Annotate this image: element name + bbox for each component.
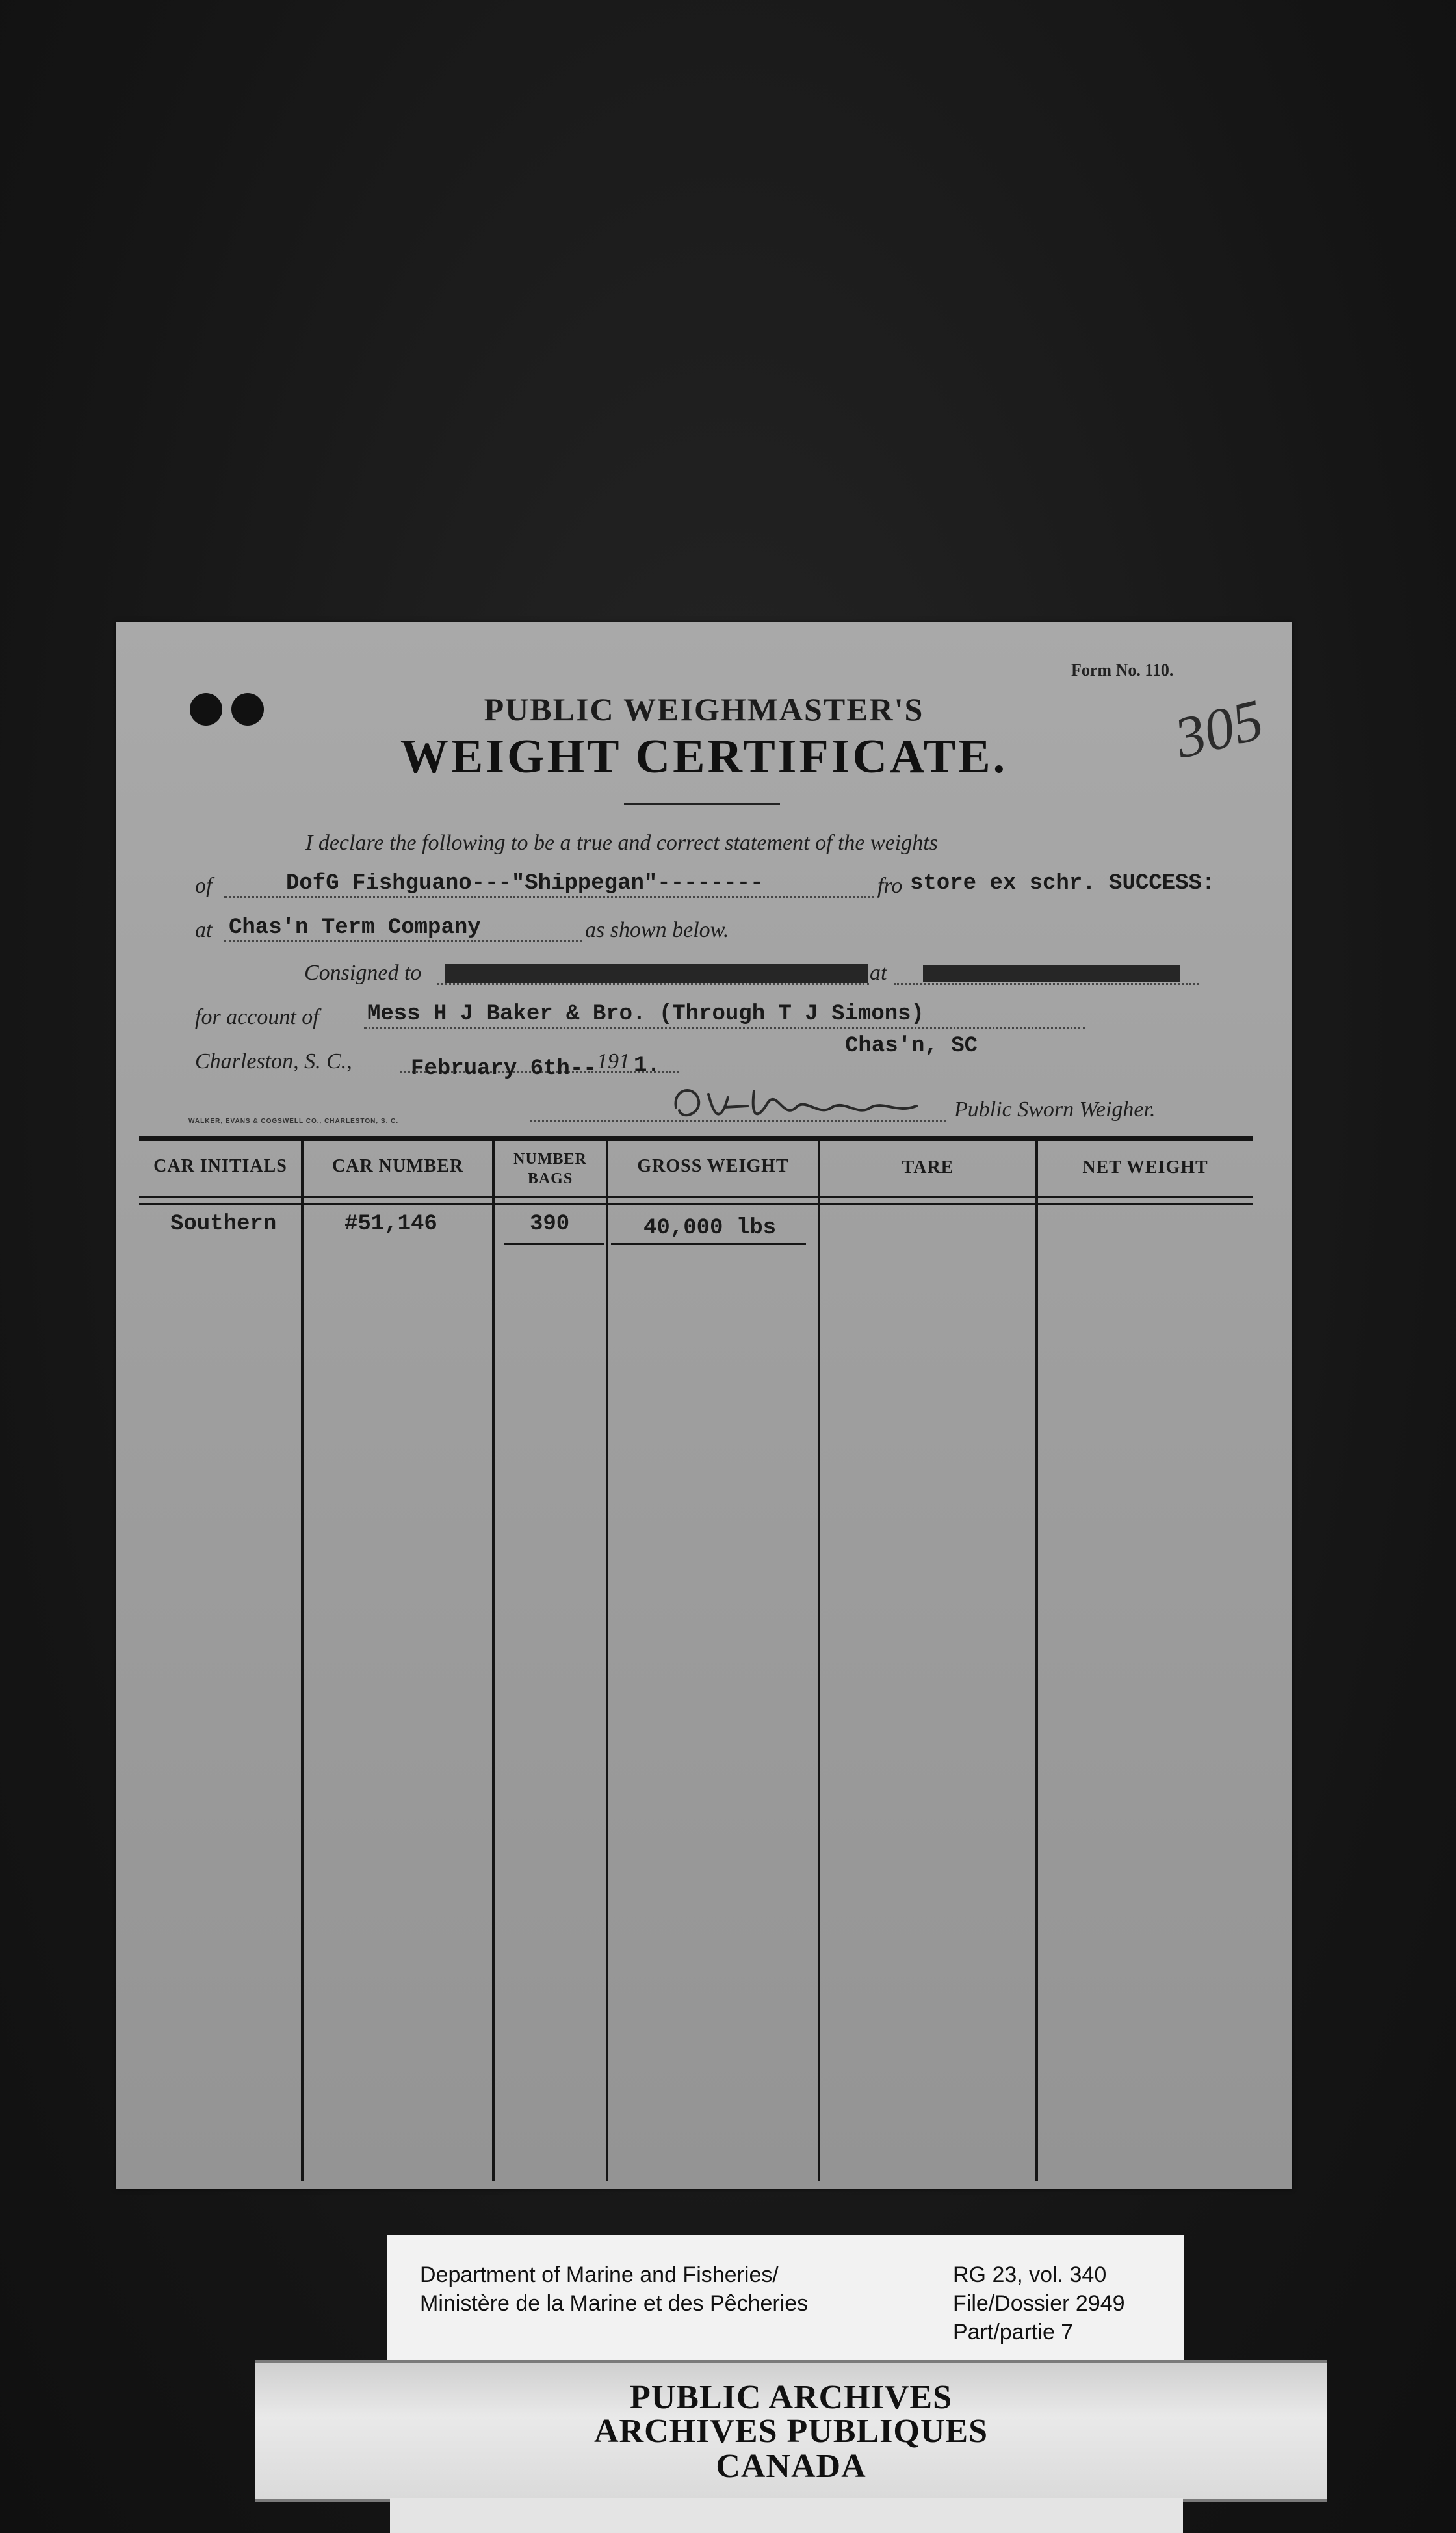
struck-consignee-place	[923, 965, 1180, 982]
certificate-title-line2: WEIGHT CERTIFICATE.	[400, 730, 1008, 783]
dept-fr: Ministère de la Marine et des Pêcheries	[420, 2291, 809, 2316]
archive-stamp-line3: CANADA	[716, 2448, 866, 2485]
year-value: 1.	[634, 1053, 660, 1078]
account-place: Chas'n, SC	[845, 1034, 978, 1058]
weigher-label: Public Sworn Weigher.	[954, 1097, 1156, 1122]
at-dotted-line	[224, 940, 582, 942]
header-tare: TARE	[902, 1157, 954, 1177]
cell-gross-weight: 40,000 lbs	[644, 1216, 777, 1240]
weight-certificate-sheet	[116, 622, 1292, 2189]
col-divider-3	[606, 1139, 608, 2181]
ref-volume: RG 23, vol. 340	[953, 2263, 1107, 2287]
header-net-weight: NET WEIGHT	[1082, 1157, 1208, 1177]
bags-underline	[504, 1243, 604, 1245]
consigned-at-label: at	[870, 961, 887, 985]
header-number-bags-1: NUMBER	[514, 1151, 587, 1168]
from-label: fro	[878, 874, 903, 898]
account-value: Mess H J Baker & Bro. (Through T J Simons)	[367, 1002, 924, 1027]
archive-stamp-line2: ARCHIVES PUBLIQUES	[593, 2413, 989, 2450]
at-value: Chas'n Term Company	[229, 915, 481, 940]
of-label: of	[195, 874, 213, 898]
ref-part: Part/partie 7	[953, 2320, 1074, 2344]
consigned-label: Consigned to	[304, 961, 422, 985]
cell-car-number: #51,146	[344, 1212, 437, 1237]
archive-stamp-line1: PUBLIC ARCHIVES	[629, 2379, 953, 2416]
table-header-rule-2	[139, 1203, 1253, 1205]
consigned-dotted-line	[437, 983, 869, 985]
struck-consignee	[445, 964, 868, 983]
cell-car-initials: Southern	[170, 1212, 277, 1237]
table-top-rule	[139, 1136, 1253, 1141]
ref-file: File/Dossier 2949	[953, 2291, 1125, 2316]
col-divider-2	[492, 1139, 495, 2181]
header-car-number: CAR NUMBER	[332, 1156, 464, 1176]
label-bottom-strip	[390, 2498, 1183, 2533]
date-value: February 6th--	[411, 1057, 597, 1081]
weigher-signature	[670, 1081, 930, 1127]
certificate-title-line1: PUBLIC WEIGHMASTER'S	[484, 691, 924, 728]
header-number-bags-2: BAGS	[527, 1170, 573, 1187]
header-car-initials: CAR INITIALS	[153, 1156, 287, 1176]
col-divider-4	[818, 1139, 820, 2181]
shown-below-label: as shown below.	[585, 918, 729, 942]
header-gross-weight: GROSS WEIGHT	[637, 1156, 789, 1176]
form-number: Form No. 110.	[1071, 661, 1174, 679]
gross-underline	[611, 1243, 806, 1245]
title-divider	[624, 803, 780, 805]
goods-dotted-line	[224, 896, 879, 898]
printer-imprint: WALKER, EVANS & COGSWELL CO., CHARLESTON, S. C.	[188, 1118, 399, 1125]
cell-number-bags: 390	[530, 1212, 570, 1237]
year-label: 191	[597, 1049, 630, 1073]
pencil-annotation: 305	[1169, 687, 1269, 771]
table-header-rule-1	[139, 1196, 1253, 1198]
col-divider-1	[301, 1139, 304, 2181]
at-label: at	[195, 918, 213, 942]
goods-value: DofG Fishguano---"Shippegan"--------	[286, 871, 764, 896]
col-divider-5	[1035, 1139, 1038, 2181]
consigned-at-dotted-line	[894, 983, 1199, 985]
place-label: Charleston, S. C.,	[195, 1049, 352, 1073]
dept-en: Department of Marine and Fisheries/	[420, 2263, 779, 2287]
account-dotted-line	[364, 1027, 1086, 1029]
from-value: store ex schr. SUCCESS:	[910, 871, 1216, 896]
declaration-intro: I declare the following to be a true and correct statement of the weights	[306, 831, 938, 855]
archive-reference-label	[387, 2235, 1184, 2377]
account-label: for account of	[195, 1005, 319, 1029]
